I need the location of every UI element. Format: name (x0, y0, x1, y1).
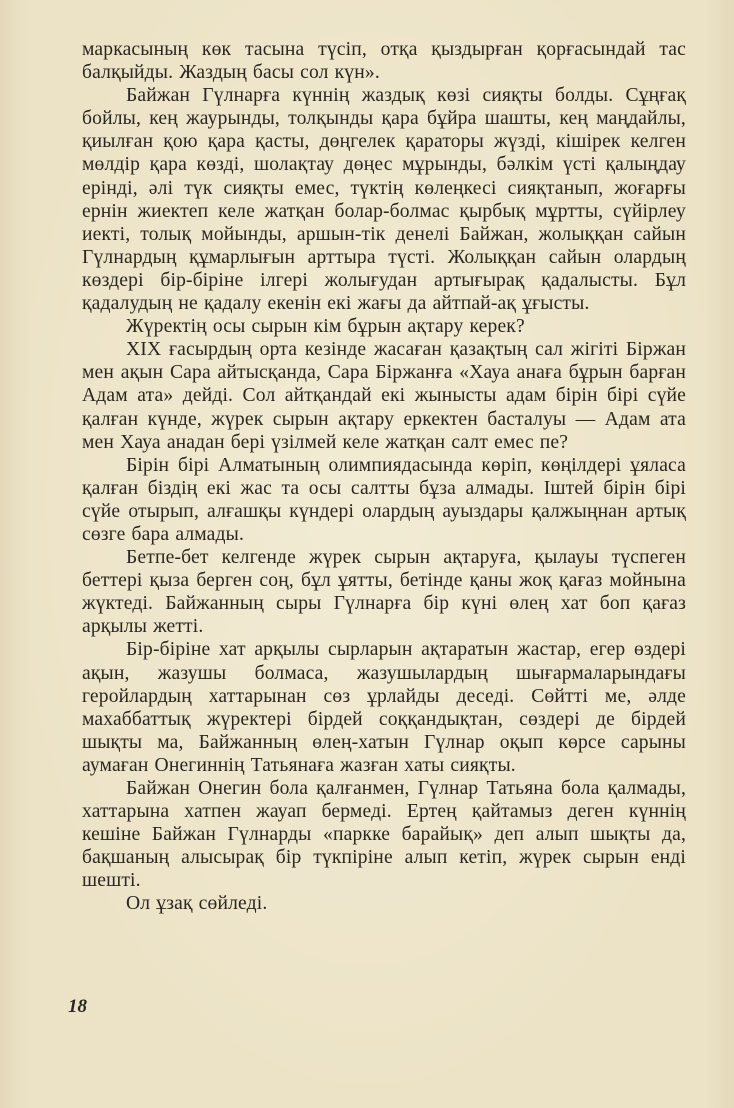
page-number: 18 (68, 996, 87, 1017)
paragraph-5: Бірін бірі Алматының олимпиядасында көріп, көңілдері ұяласа қалған біздің екі жас та осы салтты бұза алмады. Іштей бірін бірі сүйе отырып, алғашқы күндері олардың ауыздары қалжыңнан артық сөзге бара алмады. (82, 454, 686, 545)
paragraph-9: Ол ұзақ сөйледі. (126, 893, 268, 915)
paragraph-7: Бір-біріне хат арқылы сырларын ақтаратын жастар, егер өздері ақын, жазушы болмаса, жазушылардың шығармаларындағы геройлардың хаттарынан сөз ұрлайды деседі. Сөйтті ме, әлде махаббаттық жүректері бірдей соққандықтан, сөздері де бірдей шықты ма, Байжанның өлең-хатын Гүлнар оқып көрсе сарыны аумаған Онегиннің Татьянаға жазған хаты сияқты. (82, 639, 686, 776)
body-text (82, 38, 686, 916)
paragraph-3: Жүректің осы сырын кім бұрын ақтару керек? (126, 316, 525, 338)
paragraph-8: Байжан Онегин бола қалғанмен, Гүлнар Татьяна бола қалмады, хаттарына хатпен жауап бермеді. Ертең қайтамыз деген күннің кешіне Байжан Гүлнарды «паркке барайық» деп алып шықты да, бақшаның алысырақ бір түкпіріне алып кетіп, жүрек сырын енді шешті. (82, 778, 686, 892)
paragraph-2: Байжан Гүлнарға күннің жаздық көзі сияқты болды. Сұңғақ бойлы, кең жаурынды, толқынды қара бұйра шашты, кең маңдайлы, қиылған қою қара қасты, дөңгелек қараторы жүзді, кішірек келген мөлдір қара көзді, шолақтау дөңес мұрынды, бәлкім үсті қалыңдау ерінді, әлі түк сияқты емес, түктің көлеңкесі сияқтанып, жоғарғы ернін жиектеп келе жатқан болар-болмас қырбық мұртты, сүйірлеу иекті, толық мойынды, аршын-тік денелі Байжан, жолыққан сайын Гүлнардың құмарлығын арттыра түсті. Жолыққан сайын олардың көздері бір-біріне ілгері жолығудан артығырақ қадалысты. Бұл қадалудың не қадалу екенін екі жағы да айтпай-ақ ұғысты. (82, 85, 686, 315)
paragraph-4: XIX ғасырдың орта кезінде жасаған қазақтың сал жігіті Біржан мен ақын Сара айтысқанда, Сара Біржанға «Хауа анаға бұрын барған Адам ата» дейді. Сол айтқандай екі жынысты адам бірін бірі сүйе қалған күнде, жүрек сырын ақтару еркектен басталуы — Адам ата мен Хауа анадан бері үзілмей келе жатқан салт емес пе? (82, 339, 686, 453)
paragraph-6: Бетпе-бет келгенде жүрек сырын ақтаруға, қылауы түспеген беттері қыза берген соң, бұл ұятты, бетінде қаны жоқ қағаз мойнына жүктеді. Байжанның сыры Гүлнарға бір күні өлең хат боп қағаз арқылы жетті. (82, 547, 686, 638)
paragraph-1: маркасының көк тасына түсіп, отқа қыздырған қорғасындай тас балқыйды. Жаздың басы сол күн». (82, 39, 686, 84)
